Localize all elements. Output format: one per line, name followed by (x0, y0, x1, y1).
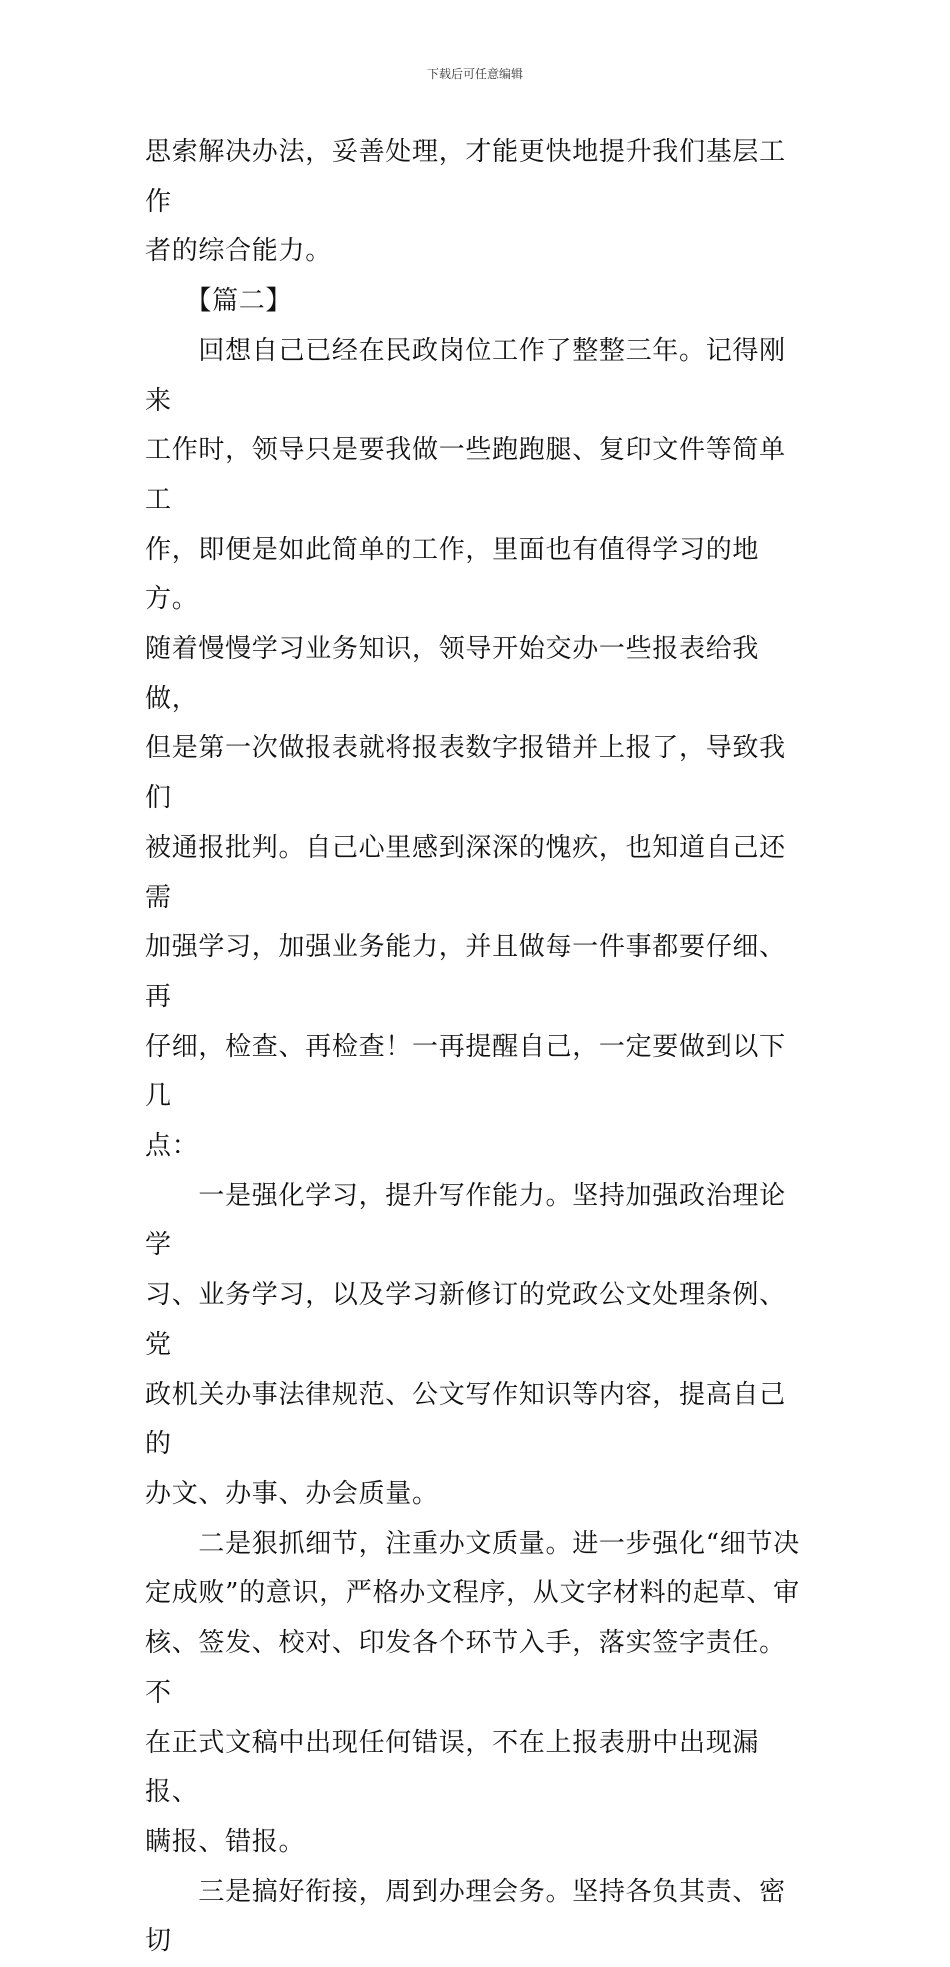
paragraph-intro: 回想自己已经在民政岗位工作了整整三年。记得刚来 工作时，领导只是要我做一些跑跑腿、复印文件等简单工 作，即便是如此简单的工作，里面也有值得学习的地方。 随着慢慢学习业务知识，领导开始交办一些报表给我做， 但是第一次做报表就将报表数字报错并上报了，导致我们 被通报批判。自己心里感到深深的愧疚，也知道自己还需 加强学习，加强业务能力，并且做每一件事都要仔细、再 仔细，检查、再检查！一再提醒自己，一定要做到以下几 点： (145, 335, 786, 1162)
page-header: 下载后可任意编辑 (426, 67, 523, 81)
section-heading: 【篇二】 (145, 286, 293, 317)
paragraph-point-one: 一是强化学习，提升写作能力。坚持加强政治理论学 习、业务学习，以及学习新修订的党政公文处理条例、党 政机关办事法律规范、公文写作知识等内容，提高自己的 办文、办事、办会质量。 (145, 1180, 786, 1509)
document-body (145, 128, 807, 1967)
paragraph-continuation: 思索解决办法，妥善处理，才能更快地提升我们基层工作 者的综合能力。 (145, 137, 786, 267)
paragraph-point-three: 三是搞好衔接，周到办理会务。坚持各负其责、密切 (145, 1876, 786, 1957)
paragraph-point-two: 二是狠抓细节，注重办文质量。进一步强化“细节决 定成败”的意识，严格办文程序，从文字材料的起草、审 核、签发、校对、印发各个环节入手，落实签字责任。不 在正式文稿中出现任何错误，不在上报表册中出现漏报、 瞒报、错报。 (145, 1528, 800, 1857)
